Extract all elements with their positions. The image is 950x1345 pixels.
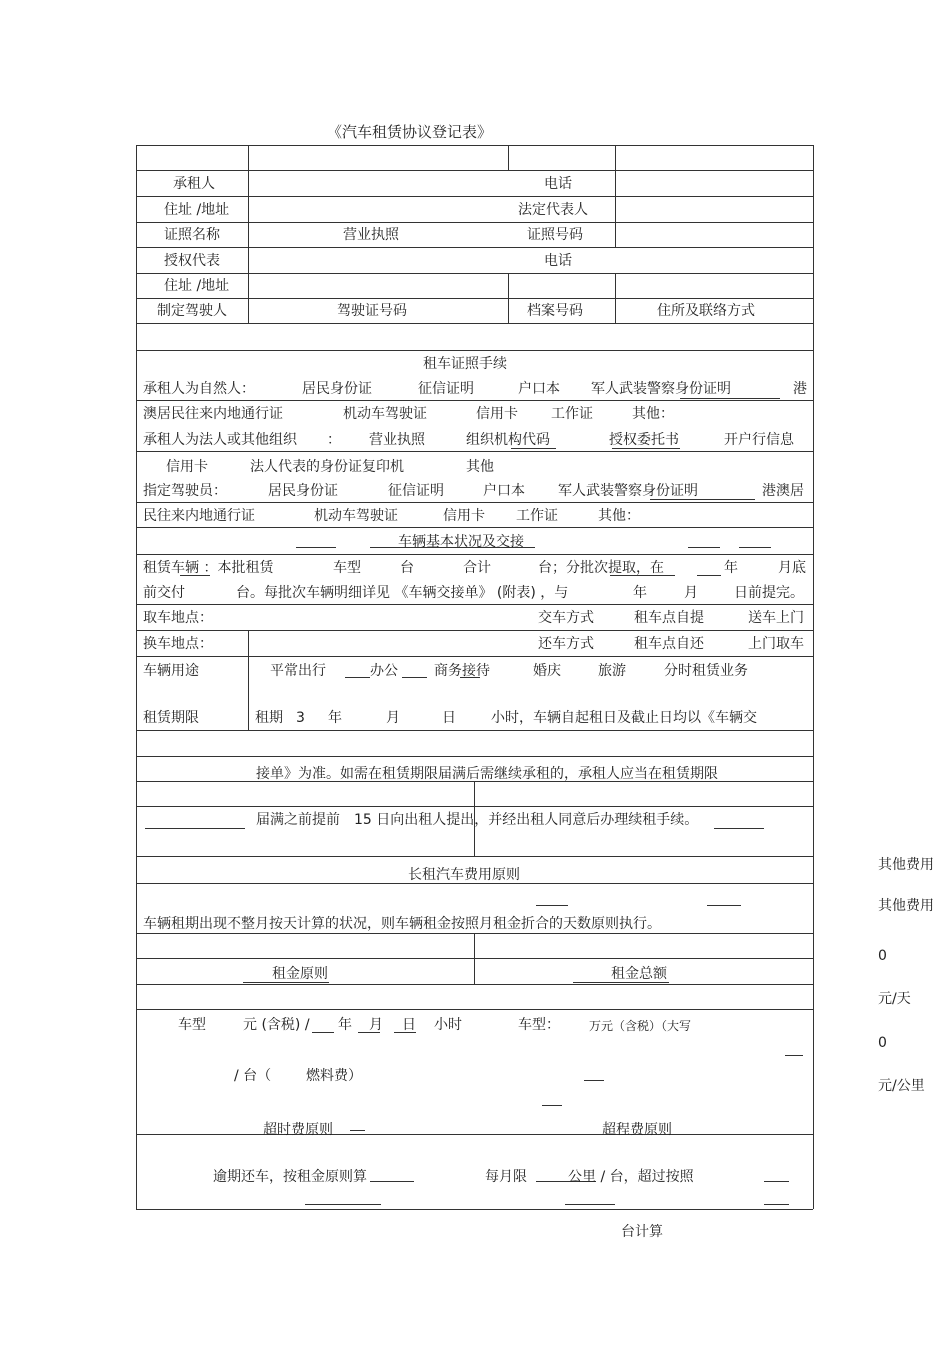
underline (707, 905, 741, 906)
rule (136, 604, 813, 605)
doc-item: 工作证 (516, 508, 558, 524)
vehicle-line2: 月 (684, 585, 698, 601)
rule (136, 630, 813, 631)
period-continuation-2: 届满之前提前 15 日向出租人提出，并经出租人同意后办理续租手续。 (256, 812, 699, 828)
vehicle-line1: 台 (400, 560, 414, 576)
doc-item: 港 (793, 381, 807, 397)
rule (136, 222, 813, 223)
rent-line: 日 (402, 1017, 416, 1033)
cert-no-label: 证照号码 (527, 227, 583, 243)
usage-item: 旅游 (598, 663, 626, 679)
driver-label: 制定驾驶人 (157, 303, 227, 319)
usage-label: 车辆用途 (143, 663, 199, 679)
vehicle-line1: 月底 (778, 560, 806, 576)
rule (136, 451, 813, 452)
colon: ： (327, 432, 341, 448)
doc-item: 机动车驾驶证 (314, 508, 398, 524)
rule (136, 298, 813, 299)
rule (136, 656, 813, 657)
vehicle-line2: 年 (633, 585, 647, 601)
rule (136, 527, 813, 528)
underline (345, 677, 370, 678)
option-pickup-self: 租车点自提 (634, 610, 704, 626)
doc-item: 组织机构代码 (466, 432, 550, 448)
vehicle-line1: 台；分批次提取，在 (538, 560, 664, 576)
vehicle-line2: 台。每批次车辆明细详见 《车辆交接单》 (附表) ，与 (236, 585, 569, 601)
delivery-mode-label: 交车方式 (538, 610, 594, 626)
rule (136, 196, 813, 197)
doc-item: 信用卡 (476, 406, 518, 422)
table-border-right (813, 145, 814, 1209)
doc-item: 居民身份证 (268, 483, 338, 499)
vehicle-line1: 年 (724, 560, 738, 576)
underline (511, 448, 556, 449)
address2-label: 住址 /地址 (164, 278, 230, 294)
rule (136, 273, 813, 274)
rule (136, 502, 813, 503)
rule (136, 1009, 813, 1010)
underline (370, 1181, 414, 1182)
vehicle-heading: 车辆基本状况及交接 (398, 534, 524, 550)
return-label: 换车地点： (143, 636, 213, 652)
doc-item: 机动车驾驶证 (343, 406, 427, 422)
doc-item: 其他： (598, 508, 640, 524)
other-fee-2: 其他费用 (878, 898, 934, 914)
rent-line: 年 (338, 1017, 352, 1033)
underline (650, 499, 755, 500)
doc-item: 军人武装警察身份证明 (558, 483, 698, 499)
per-unit: / 台（ (234, 1068, 272, 1084)
usage-item: 办公 (370, 663, 398, 679)
underline (358, 1032, 380, 1033)
side-value-2: 0 (878, 1035, 887, 1051)
license-no-label: 驾驶证号码 (337, 303, 407, 319)
underline (697, 575, 721, 576)
table-border-left (136, 145, 137, 1209)
underline (243, 982, 329, 983)
rule (136, 323, 813, 324)
rule (136, 730, 813, 731)
doc-item: 信用卡 (443, 508, 485, 524)
return-mode-label: 还车方式 (538, 636, 594, 652)
doc-item: 授权委托书 (609, 432, 679, 448)
rent-line: 元 (含税) / (243, 1017, 310, 1033)
legal-person-label: 承租人为法人或其他组织 (143, 432, 297, 448)
doc-item: 民往来内地通行证 (143, 508, 255, 524)
option-door-pickup: 上门取车 (748, 636, 804, 652)
option-deliver-door: 送车上门 (748, 610, 804, 626)
usage-item: 婚庆 (533, 663, 561, 679)
underline (610, 575, 675, 576)
vehicle-line1: 租赁车辆 ：本批租赁 (143, 560, 274, 576)
rule (136, 145, 813, 146)
underline (573, 982, 669, 983)
rent-line: 车型 (178, 1017, 206, 1033)
rule (136, 984, 813, 985)
period-years: 3 (296, 710, 305, 726)
underline (764, 1204, 789, 1205)
rule (136, 400, 813, 401)
address-label: 住址 /地址 (164, 202, 230, 218)
overmile-principle: 超程费原则 (602, 1122, 672, 1138)
doc-item: 港澳居 (762, 483, 804, 499)
page-title: 《汽车租赁协议登记表》 (327, 123, 493, 141)
underline (688, 547, 720, 548)
other-fee-1: 其他费用 (878, 857, 934, 873)
rent-total-label: 租金总额 (611, 966, 667, 982)
rent-line: 月 (369, 1017, 383, 1033)
vehicle-line2: 日前提完。 (734, 585, 804, 601)
total-line: 车型： (518, 1017, 560, 1033)
side-value-1: 0 (878, 948, 887, 964)
fuel-fee: 燃料费） (306, 1068, 362, 1084)
driver-docs-label: 指定驾驶员： (143, 483, 227, 499)
monthly-limit: 每月限 (485, 1169, 527, 1185)
vehicle-line1: 车型 (333, 560, 361, 576)
rule (136, 856, 813, 857)
rule (136, 756, 813, 757)
underline (785, 1055, 803, 1056)
doc-item: 户口本 (518, 381, 560, 397)
underline (402, 677, 427, 678)
rent-principle-label: 租金原则 (272, 966, 328, 982)
per-unit-calc: 台计算 (621, 1224, 663, 1240)
legal-rep-label: 法定代表人 (518, 202, 588, 218)
rule (136, 1209, 813, 1210)
underline (542, 1105, 562, 1106)
business-license-value: 营业执照 (343, 227, 399, 243)
rule (508, 145, 509, 170)
rule (136, 883, 813, 884)
underline (312, 1032, 334, 1033)
doc-item: 其他 (466, 459, 494, 475)
rule (615, 145, 616, 247)
period-text: 月 (386, 710, 400, 726)
vehicle-line2: 前交付 (143, 585, 185, 601)
doc-item: 其他： (632, 406, 674, 422)
auth-rep-label: 授权代表 (164, 253, 220, 269)
underline (180, 575, 210, 576)
underline (739, 547, 771, 548)
contact-label: 住所及联络方式 (657, 303, 755, 319)
monthly-limit: 公里 / 台，超过按照 (568, 1169, 694, 1185)
side-unit-1: 元/天 (878, 991, 911, 1007)
underline (350, 1130, 365, 1131)
underline (764, 1181, 789, 1182)
underline (680, 398, 780, 399)
underline (584, 1080, 604, 1081)
doc-item: 征信证明 (388, 483, 444, 499)
rule (136, 1134, 813, 1135)
underline (612, 448, 680, 449)
rule (136, 554, 813, 555)
doc-item: 工作证 (551, 406, 593, 422)
rule (136, 350, 813, 351)
underline (296, 547, 336, 548)
doc-item: 开户行信息 (724, 432, 794, 448)
cert-name-label: 证照名称 (164, 227, 220, 243)
period-text: 年 (328, 710, 342, 726)
file-no-label: 档案号码 (527, 303, 583, 319)
rule (136, 247, 813, 248)
doc-item: 户口本 (483, 483, 525, 499)
vehicle-line1: 合计 (463, 560, 491, 576)
underline (714, 828, 764, 829)
period-continuation: 接单》为准。如需在租赁期限届满后需继续承租的，承租人应当在租赁期限 (256, 766, 718, 782)
period-text: 租期 (255, 710, 283, 726)
option-return-self: 租车点自还 (634, 636, 704, 652)
usage-item: 分时租赁业务 (664, 663, 748, 679)
overtime-principle: 超时费原则 (263, 1122, 333, 1138)
lessee-label: 承租人 (173, 176, 215, 192)
underline (565, 1204, 615, 1205)
underline (370, 547, 535, 548)
rule (248, 630, 249, 730)
doc-item: 居民身份证 (302, 381, 372, 397)
total-line: 万元（含税）（大写 (589, 1019, 692, 1033)
underline (460, 677, 480, 678)
underline (305, 1204, 381, 1205)
usage-item: 商务接待 (434, 663, 490, 679)
rule (615, 273, 616, 323)
fees-heading: 长租汽车费用原则 (408, 867, 520, 883)
doc-item: 澳居民往来内地通行证 (143, 406, 283, 422)
underline (536, 905, 568, 906)
period-label: 租赁期限 (143, 710, 199, 726)
doc-item: 信用卡 (166, 459, 208, 475)
side-unit-2: 元/公里 (878, 1078, 925, 1094)
phone-label: 电话 (544, 176, 572, 192)
rule (136, 170, 813, 171)
natural-person-label: 承租人为自然人： (143, 381, 255, 397)
underline (394, 1032, 416, 1033)
period-text: 小时，车辆自起租日及截止日均以《车辆交 (491, 710, 757, 726)
usage-item: 平常出行 (270, 663, 326, 679)
rule (248, 145, 249, 323)
docs-heading: 租车证照手续 (423, 356, 507, 372)
rent-line: 小时 (434, 1017, 462, 1033)
rule (474, 933, 475, 984)
doc-item: 法人代表的身份证复印机 (250, 459, 404, 475)
fees-note: 车辆租期出现不整月按天计算的状况，则车辆租金按照月租金折合的天数原则执行。 (143, 916, 661, 932)
doc-item: 营业执照 (369, 432, 425, 448)
pickup-label: 取车地点： (143, 610, 213, 626)
underline (145, 828, 245, 829)
doc-item: 征信证明 (418, 381, 474, 397)
doc-item: 军人武装警察身份证明 (591, 381, 731, 397)
rule (508, 273, 509, 323)
phone2-label: 电话 (544, 253, 572, 269)
period-text: 日 (442, 710, 456, 726)
overdue-rule: 逾期还车，按租金原则算 (213, 1169, 367, 1185)
